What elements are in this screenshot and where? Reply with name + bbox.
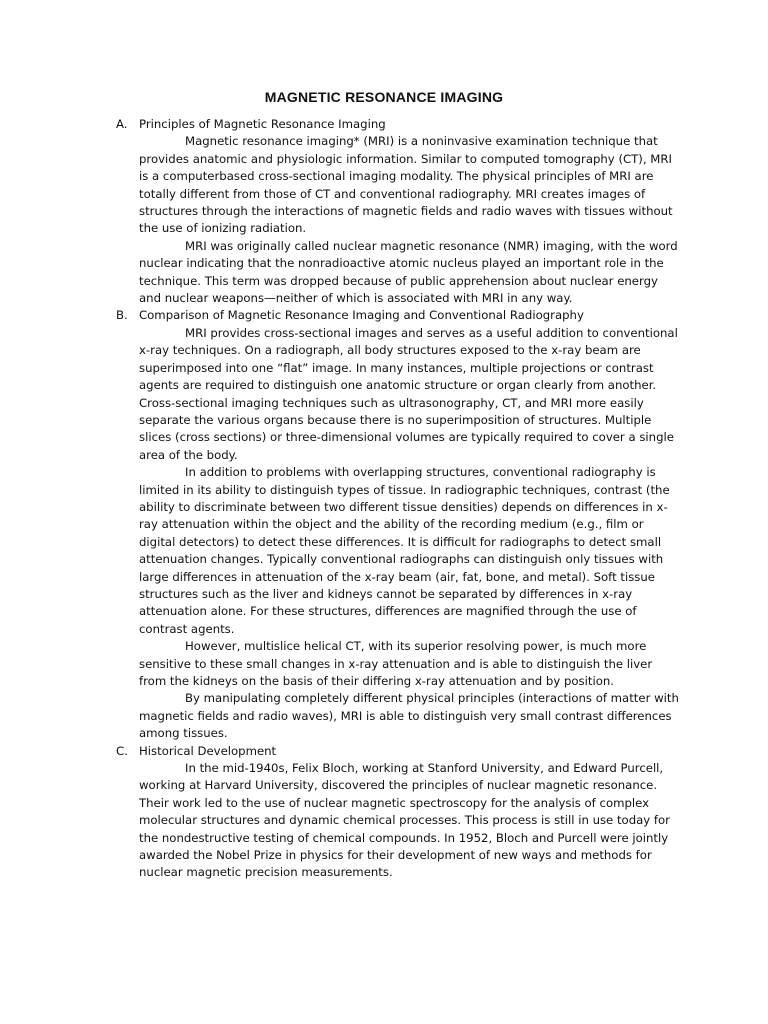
section-title: Principles of Magnetic Resonance Imaging xyxy=(139,117,386,131)
section-heading xyxy=(116,307,679,324)
section-heading xyxy=(116,116,679,133)
paragraph: In the mid-1940s, Felix Bloch, working at Stanford University, and Edward Purcell, working at Harvard University, discovered the principles of nuclear magnetic resonance. Their work led to the use of nuclear magnetic spectroscopy for the analysis of complex molecular structures and dynamic chemical processes. This process is still in use today for the nondestructive testing of chemical compounds. In 1952, Bloch and Purcell were jointly awarded the Nobel Prize in physics for their development of new ways and methods for nuclear magnetic precision measurements. xyxy=(139,761,670,880)
section-title: Comparison of Magnetic Resonance Imaging and Conventional Radiography xyxy=(139,308,584,323)
section-title: Historical Development xyxy=(139,743,277,758)
section-a xyxy=(116,116,679,307)
section-letter: C. xyxy=(116,743,128,758)
section-b xyxy=(116,307,679,742)
paragraph: MRI was originally called nuclear magnetic resonance (NMR) imaging, with the word nuclear indicating that the nonradioactive atomic nucleus played an important role in the technique. This term was dropped because of public apprehension about nuclear energy and nuclear weapons—neither of which is associated with MRI in any way. xyxy=(139,238,678,306)
paragraph: However, multislice helical CT, with its superior resolving power, is much more sensitive to these small changes in x-ray attenuation and is able to distinguish the liver from the kidneys on the basis of their differing x-ray attenuation and by position. xyxy=(139,639,653,688)
paragraph: By manipulating completely different physical principles (interactions of matter with magnetic fields and radio waves), MRI is able to distinguish very small contrast differences among tissues. xyxy=(139,691,679,741)
paragraph: Magnetic resonance imaging* (MRI) is a noninvasive examination technique that provides anatomic and physiologic information. Similar to computed tomography (CT), MRI is a computerbased cross-sectional imaging modality. The physical principles of MRI are totally different from those of CT and conventional radiography. MRI creates images of structures through the interactions of magnetic fields and radio waves with tissues without the use of ionizing radiation. xyxy=(139,134,673,236)
section-c xyxy=(116,743,679,882)
document-body xyxy=(116,116,679,882)
paragraph: In addition to problems with overlapping structures, conventional radiography is limited in its ability to distinguish types of tissue. In radiographic techniques, contrast (the ability to discriminate between two different tissue densities) depends on differences in x-ray attenuation within the object and the ability of the recording medium (e.g., film or digital detectors) to detect these differences. It is difficult for radiographs to detect small attenuation changes. Typically conventional radiographs can distinguish only tissues with large differences in attenuation of the x-ray beam (air, fat, bone, and metal). Soft tissue structures such as the liver and kidneys cannot be separated by differences in x-ray attenuation alone. For these structures, differences are magnified through the use of contrast agents. xyxy=(139,465,670,636)
document-title: MAGNETIC RESONANCE IMAGING xyxy=(264,89,504,105)
section-letter: A. xyxy=(116,117,128,131)
paragraph: MRI provides cross-sectional images and serves as a useful addition to conventional x-ray techniques. On a radiograph, all body structures exposed to the x-ray beam are superimposed into one “flat” image. In many instances, multiple projections or contrast agents are required to distinguish one anatomic structure or organ clearly from another. Cross-sectional imaging techniques such as ultrasonography, CT, and MRI more easily separate the various organs because there is no superimposition of structures. Multiple slices (cross sections) or three-dimensional volumes are typically required to cover a single area of the body. xyxy=(139,325,678,462)
section-heading xyxy=(116,743,679,760)
section-letter: B. xyxy=(116,308,128,323)
